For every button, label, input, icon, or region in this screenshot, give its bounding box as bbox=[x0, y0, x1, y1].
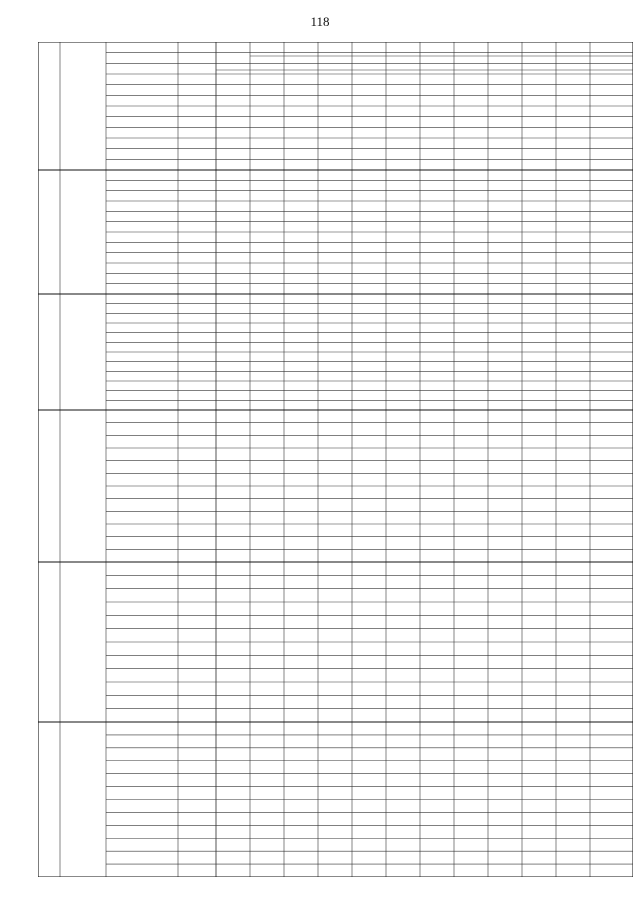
table-grid bbox=[38, 42, 633, 877]
rotated-budget-table bbox=[38, 42, 633, 877]
page-number: 118 bbox=[310, 14, 330, 29]
